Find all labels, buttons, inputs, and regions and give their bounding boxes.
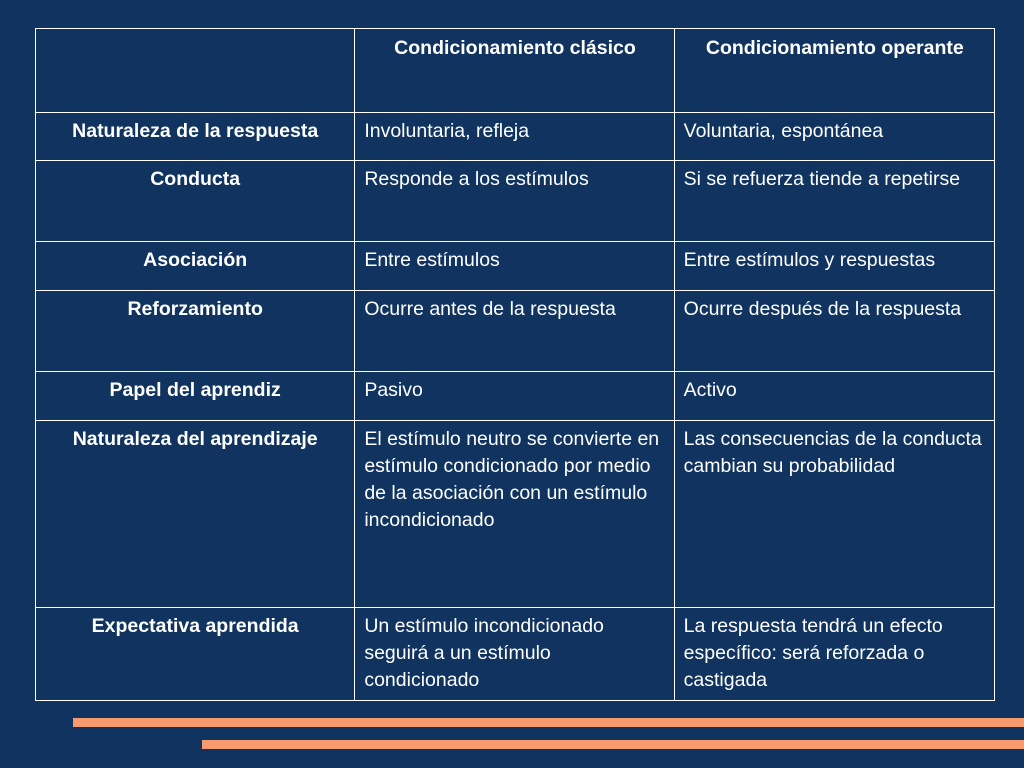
accent-stripe-top [73, 718, 1024, 727]
table-row [36, 291, 995, 372]
row-label: Naturaleza del aprendizaje [36, 421, 355, 608]
table-cell-operant: Entre estímulos y respuestas [674, 242, 994, 291]
header-operant-conditioning: Condicionamiento operante [674, 29, 994, 113]
comparison-table [35, 28, 995, 701]
table-row [36, 161, 995, 242]
row-label: Naturaleza de la respuesta [36, 113, 355, 161]
table-row [36, 113, 995, 161]
table-cell-operant: Activo [674, 372, 994, 421]
table-header-row [36, 29, 995, 113]
table-row [36, 608, 995, 701]
table-cell-operant: Voluntaria, espontánea [674, 113, 994, 161]
table-cell-classical: El estímulo neutro se convierte en estímulo condicionado por medio de la asociación con un estímulo incondicionado [355, 421, 674, 608]
table-cell-classical: Responde a los estímulos [355, 161, 674, 242]
table-cell-classical: Pasivo [355, 372, 674, 421]
table-cell-classical: Ocurre antes de la respuesta [355, 291, 674, 372]
table-cell-operant: Ocurre después de la respuesta [674, 291, 994, 372]
row-label: Conducta [36, 161, 355, 242]
table-cell-classical: Involuntaria, refleja [355, 113, 674, 161]
table-cell-operant: Las consecuencias de la conducta cambian su probabilidad [674, 421, 994, 608]
table-row [36, 421, 995, 608]
accent-stripe-bottom [202, 740, 1024, 749]
header-classical-conditioning: Condicionamiento clásico [355, 29, 674, 113]
table-cell-operant: Si se refuerza tiende a repetirse [674, 161, 994, 242]
row-label: Reforzamiento [36, 291, 355, 372]
header-corner-cell [36, 29, 355, 113]
row-label: Expectativa aprendida [36, 608, 355, 701]
table-cell-classical: Entre estímulos [355, 242, 674, 291]
row-label: Asociación [36, 242, 355, 291]
table-cell-operant: La respuesta tendrá un efecto específico: será reforzada o castigada [674, 608, 994, 701]
table-row [36, 372, 995, 421]
table-row [36, 242, 995, 291]
row-label: Papel del aprendiz [36, 372, 355, 421]
table-cell-classical: Un estímulo incondicionado seguirá a un estímulo condicionado [355, 608, 674, 701]
